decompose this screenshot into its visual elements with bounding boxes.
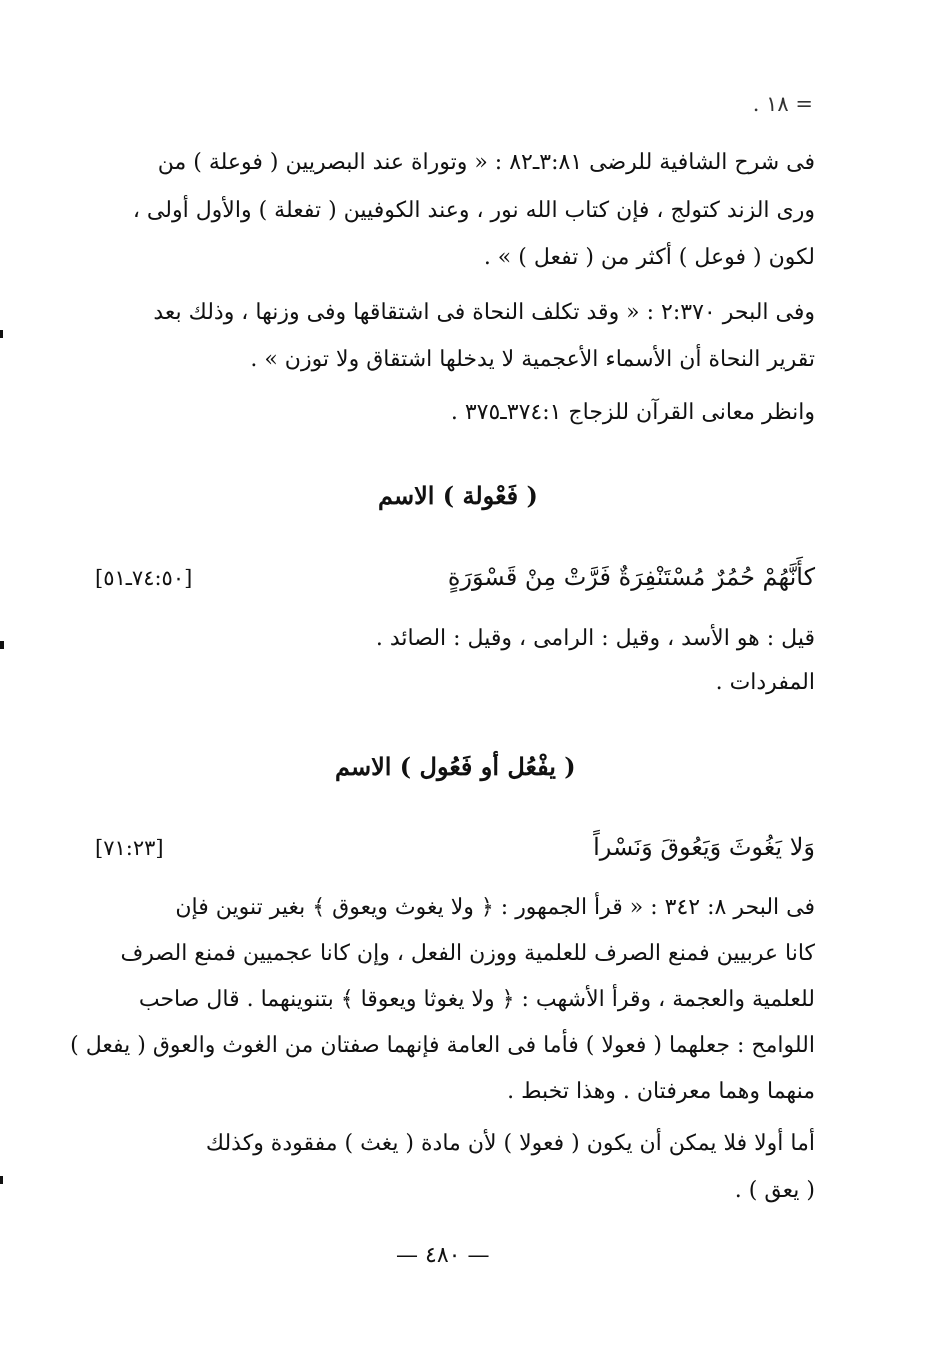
page-header: = ١٨ . — [752, 92, 813, 116]
scan-mark — [0, 641, 4, 649]
section1-verse-ref: [٧٤:٥٠ـ٥١] — [95, 566, 193, 590]
section2-heading: ( يفْعُل أو فَعُول ) الاسم — [335, 752, 576, 781]
block3-line: وانظر معانى القرآن للزجاج ٣٧٤:١ـ٣٧٥ . — [450, 400, 815, 425]
section1-verse: كأَنَّهُمْ حُمُرٌ مُسْتَنْفِرَةٌ فَرَّتْ مِنْ قَسْوَرَةٍ — [447, 563, 815, 591]
section1-heading: ( فَعْولة ) الاسم — [378, 481, 538, 510]
section2-verse: وَلا يَغُوثَ وَيَعُوقَ وَنَسْراً — [593, 833, 815, 861]
block2-line-1: وفى البحر ٢:٣٧٠ : « وقد تكلف النحاة فى اشتقاقها وفى وزنها ، وذلك بعد — [153, 300, 815, 325]
section2-para2-line-2: ( يعق ) . — [734, 1178, 815, 1203]
section2-para1-line-3: للعلمية والعجمة ، وقرأ الأشهب : ﴿ ولا يغوثا ويعوقا ﴾ بتنوينهما . قال صاحب — [138, 987, 815, 1012]
section2-para1-line-4: اللوامح : جعلهما ( فعولا ) فأما فى العامة فإنهما صفتان من الغوث والعوق ( يفعل ) — [70, 1033, 815, 1058]
section1-line-1: قيل : هو الأسد ، وقيل : الرامى ، وقيل : الصائد . — [375, 626, 815, 651]
block1-line-3: لكون ( فوعل ) أكثر من ( تفعل ) » . — [483, 245, 815, 270]
section2-para1-line-5: منهما وهما معرفتان . وهذا تخبط . — [507, 1079, 815, 1104]
page-number: — ٤٨٠ — — [396, 1243, 490, 1268]
section2-para2-line-1: أما أولا فلا يمكن أن يكون ( فعولا ) لأن مادة ( يغث ) مفقودة وكذلك — [205, 1131, 815, 1156]
block1-line-1: فى شرح الشافية للرضى ٣:٨١ـ٨٢ : « وتوراة عند البصريين ( فوعلة ) من — [157, 150, 815, 175]
block2-line-2: تقرير النحاة أن الأسماء الأعجمية لا يدخلها اشتقاق ولا توزن » . — [250, 347, 815, 372]
scan-mark — [0, 330, 3, 338]
section2-para1-line-1: فى البحر ٨: ٣٤٢ : « قرأ الجمهور : ﴿ ولا يغوث ويعوق ﴾ بغير تنوين فإن — [175, 895, 815, 920]
block1-line-2: ورى الزند كتولج ، فإن كتاب الله نور ، وعند الكوفيين ( تفعلة ) والأول أولى ، — [132, 198, 815, 223]
section1-line-2: المفردات . — [715, 670, 815, 695]
section2-verse-ref: [٧١:٢٣] — [95, 836, 164, 860]
section2-para1-line-2: كانا عربيين فمنع الصرف للعلمية ووزن الفعل ، وإن كانا عجميين فمنع الصرف — [120, 941, 815, 966]
scan-mark — [0, 1176, 3, 1184]
